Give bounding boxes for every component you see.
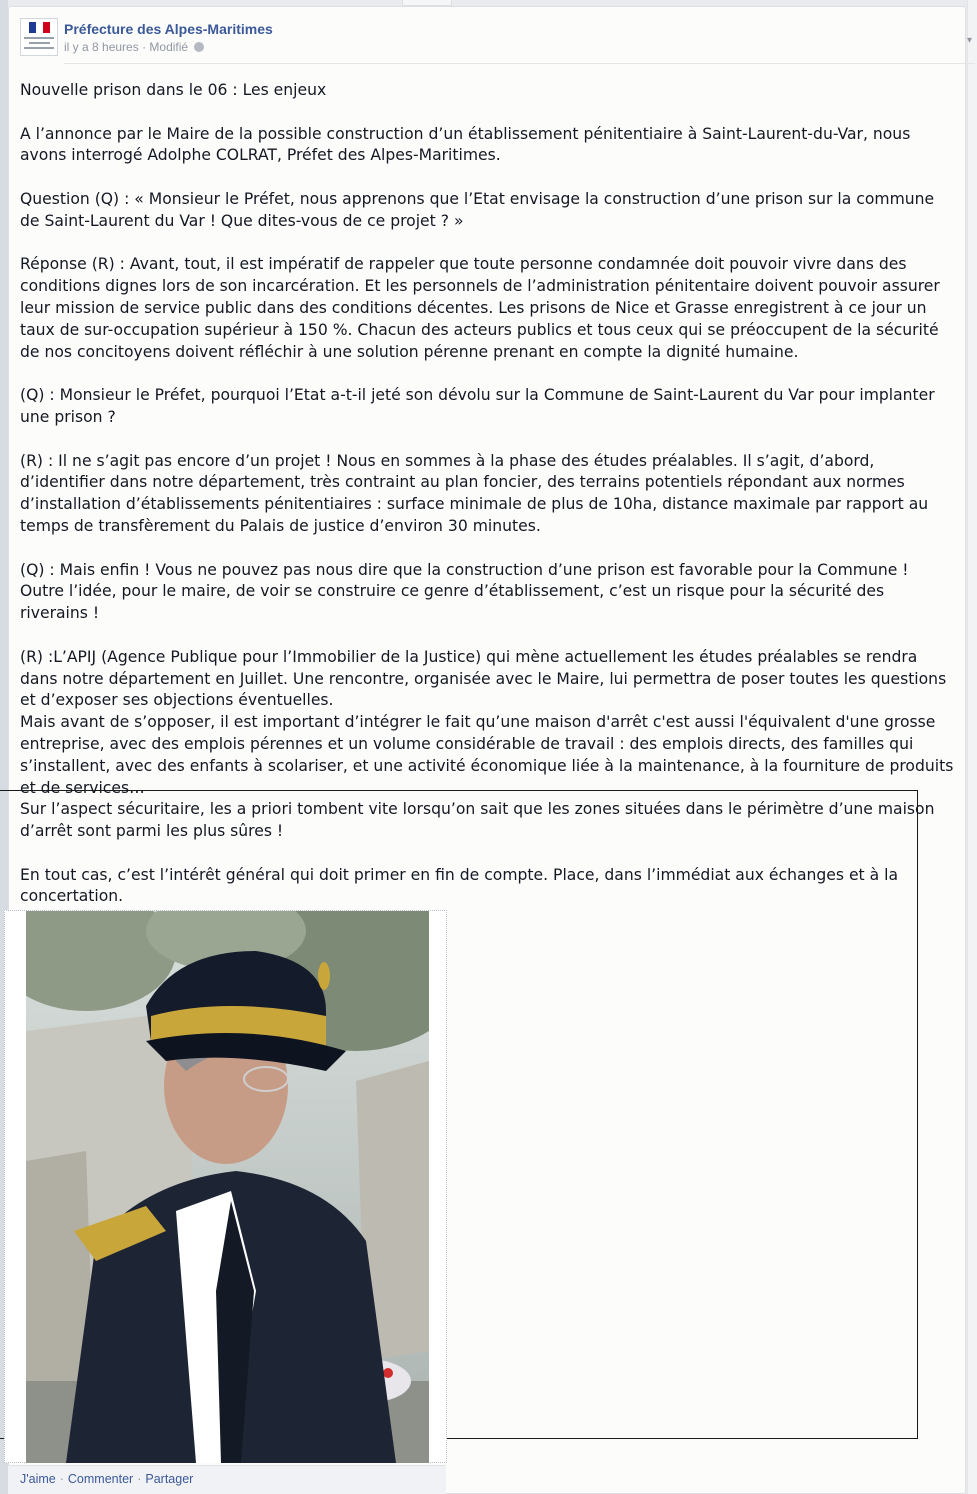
- paragraph: (Q) : Mais enfin ! Vous ne pouvez pas nous dire que la construction d’une prison est favorable pour la Commune ! Outre l’idée, pour le maire, de voir se construire ce genre d’établissement, c’est un risque pour la sécurité des riverains !: [20, 560, 909, 623]
- paragraph: En tout cas, c’est l’intérêt général qui doit primer en fin de compte. Place, dans l’immédiat aux échanges et à la concertation.: [20, 865, 899, 906]
- divider: [64, 63, 975, 64]
- separator: ·: [137, 1472, 142, 1486]
- post-actions-bar: [8, 1465, 446, 1494]
- paragraph: (R) : Il ne s’agit pas encore d’un projet ! Nous en sommes à la phase des études préalables. Il s’agit, d’abord, d’identifier dans notre département, très contraint au plan foncier, des terrains potentiels répondant aux normes d’installation d’établissements pénitentiaires : surface minimale de plus de 10ha, distance maximale par rapport au temps de transfèrement du Palais de justice d’environ 30 minutes.: [20, 451, 929, 535]
- post-meta: [64, 40, 204, 54]
- edited-label[interactable]: Modifié: [149, 40, 189, 54]
- paragraph: Question (Q) : « Monsieur le Préfet, nous apprenons que l’Etat envisage la construction d’une prison sur la commune de Saint-Laurent du Var ! Que dites-vous de ce projet ? »: [20, 189, 935, 230]
- like-link[interactable]: J'aime: [20, 1472, 56, 1486]
- post-photo[interactable]: [26, 911, 429, 1463]
- photo-frame[interactable]: [4, 910, 447, 1463]
- separator: ·: [142, 40, 147, 54]
- prefect-portrait-image: [26, 911, 429, 1463]
- page-name-link[interactable]: Préfecture des Alpes-Maritimes: [64, 21, 273, 37]
- timestamp[interactable]: il y a 8 heures: [64, 40, 139, 54]
- paragraph: (R) :L’APIJ (Agence Publique pour l’Immobilier de la Justice) qui mène actuellement les études préalables se rendra dans notre département en Juillet. Une rencontre, organisée avec le Maire, lui permettra de poser toutes les questions et d’exposer ses objections éventuelles. Mais avant de s’opposer, il est important d’intégrer le fait qu’une maison d'arrêt c'est aussi l'équivalent d'une grosse entreprise, avec des emplois pérennes et un volume considérable de travail : des emplois directs, des familles qui s’installent, avec des enfants à scolariser, et une activité économique liée à la maintenance, à la fourniture de produits et de services… Sur l’aspect sécuritaire, les a priori tombent vite lorsqu’on sait que les zones situées dans le périmètre d’une maison d’arrêt sont parmi les plus sûres !: [20, 647, 954, 841]
- flag-logo: [29, 22, 50, 33]
- chevron-down-icon[interactable]: ▾: [967, 35, 973, 46]
- post-title: Nouvelle prison dans le 06 : Les enjeux: [20, 81, 327, 99]
- paragraph: (Q) : Monsieur le Préfet, pourquoi l’Etat a-t-il jeté son dévolu sur la Commune de Saint-Laurent du Var pour implanter une prison ?: [20, 386, 935, 426]
- globe-icon: [194, 42, 204, 52]
- paragraph: Réponse (R) : Avant, tout, il est impératif de rappeler que toute personne condamnée doit pouvoir vivre dans des conditions dignes lors de son incarcération. Et les personnels de l’administration pénitentaire doivent pouvoir assurer leur mission de service public dans des conditions décentes. Les prisons de Nice et Grasse enregistrent à ce jour un taux de sur-occupation supérieur à 150 %. Chacun des acteurs publics et tous ceux qui se préoccupent de la sécurité de nos concitoyens doivent réfléchir à une solution pérenne prenant en compte la dignité humaine.: [20, 255, 940, 361]
- share-link[interactable]: Partager: [145, 1472, 194, 1486]
- avatar[interactable]: [20, 18, 58, 56]
- paragraph: A l’annonce par le Maire de la possible construction d’un établissement pénitentiaire à Saint-Laurent-du-Var, nous avons interrogé Adolphe COLRAT, Préfet des Alpes-Maritimes.: [20, 124, 911, 165]
- separator: ·: [59, 1472, 64, 1486]
- post-header: [20, 18, 975, 64]
- comment-link[interactable]: Commenter: [67, 1472, 134, 1486]
- post-body: [20, 80, 955, 908]
- scrollbar-track[interactable]: [967, 0, 977, 1494]
